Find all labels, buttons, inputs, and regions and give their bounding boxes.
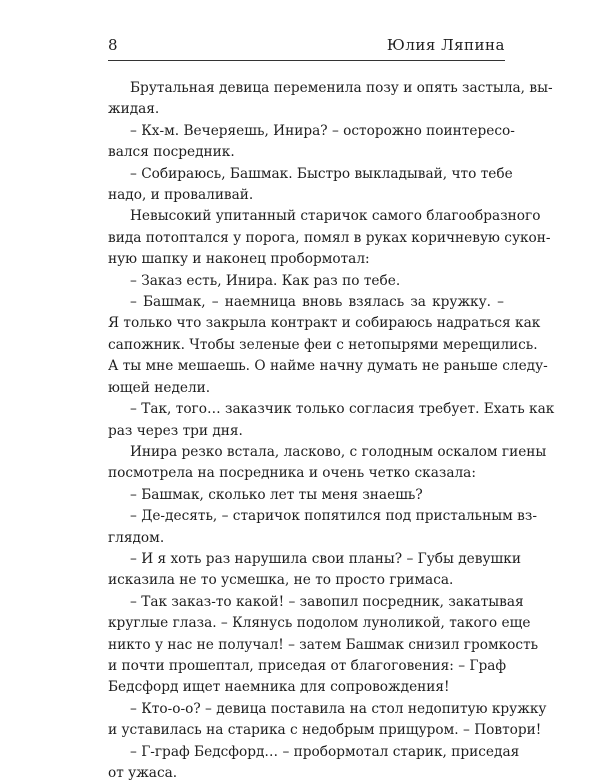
text-line: – Г-граф Бедсфорд… – пробормотал старик, приседая [130, 743, 520, 760]
text-line: никто у нас не получал! – затем Башмак снизил громкость [108, 636, 539, 653]
text-line: сапожник. Чтобы зеленые феи с нетопырями мерещились. [108, 336, 538, 353]
text-line: круглые глаза. – Клянусь подолом луноликой, такого еще [108, 615, 531, 632]
text-line: жидая. [108, 101, 160, 118]
page-header [108, 34, 505, 61]
text-line: – Башмак, – наемница вновь взялась за кружку. – [130, 294, 504, 311]
text-line: вида потоптался у порога, помял в руках коричневую сукон- [108, 229, 551, 246]
text-line: ную шапку и наконец пробормотал: [108, 251, 370, 268]
text-line: Инира резко встала, ласково, с голодным оскалом гиены [130, 443, 547, 460]
text-line: – Так заказ-то какой! – завопил посредник, закатывая [130, 593, 524, 610]
text-line: исказила не то усмешка, не то просто гримаса. [108, 572, 454, 589]
text-line: от ужаса. [108, 765, 178, 781]
page-number: 8 [108, 36, 118, 54]
text-line: – Де-десять, – старичок попятился под пристальным вз- [130, 508, 537, 525]
text-line: и почти прошептал, приседая от благоговения: – Граф [108, 657, 507, 674]
text-line: – Так, того… заказчик только согласия требует. Ехать как [130, 401, 555, 418]
text-line: глядом. [108, 529, 165, 546]
text-line: – Кто-о-о? – девица поставила на стол недопитую кружку [130, 700, 547, 717]
text-line: ющей недели. [108, 379, 211, 396]
text-line: А ты мне мешаешь. О найме начну думать не раньше следу- [108, 358, 548, 375]
text-line: – Собираюсь, Башмак. Быстро выкладывай, что тебе [130, 165, 513, 182]
text-line: раз через три дня. [108, 422, 243, 439]
text-line: – И я хоть раз нарушила свои планы? – Губы девушки [130, 550, 521, 567]
text-line: и уставилась на старика с недобрым прищуром. – Повтори! [108, 722, 542, 739]
text-line: посмотрела на посредника и очень четко сказала: [108, 465, 476, 482]
body-text [108, 78, 555, 784]
text-line: – Заказ есть, Инира. Как раз по тебе. [130, 272, 401, 289]
text-line: – Башмак, сколько лет ты меня знаешь? [130, 486, 423, 503]
text-line: вался посредник. [108, 144, 235, 161]
text-line: Я только что закрыла контракт и собираюсь надраться как [108, 315, 541, 332]
running-head-author: Юлия Ляпина [386, 36, 505, 54]
text-line: надо, и проваливай. [108, 187, 254, 204]
text-line: Бедсфорд ищет наемника для сопровождения! [108, 679, 450, 696]
text-line: – Кх-м. Вечеряешь, Инира? – осторожно поинтересо- [130, 122, 515, 139]
text-line: Невысокий упитанный старичок самого благообразного [130, 208, 541, 225]
text-line: Брутальная девица переменила позу и опять застыла, вы- [130, 80, 553, 96]
